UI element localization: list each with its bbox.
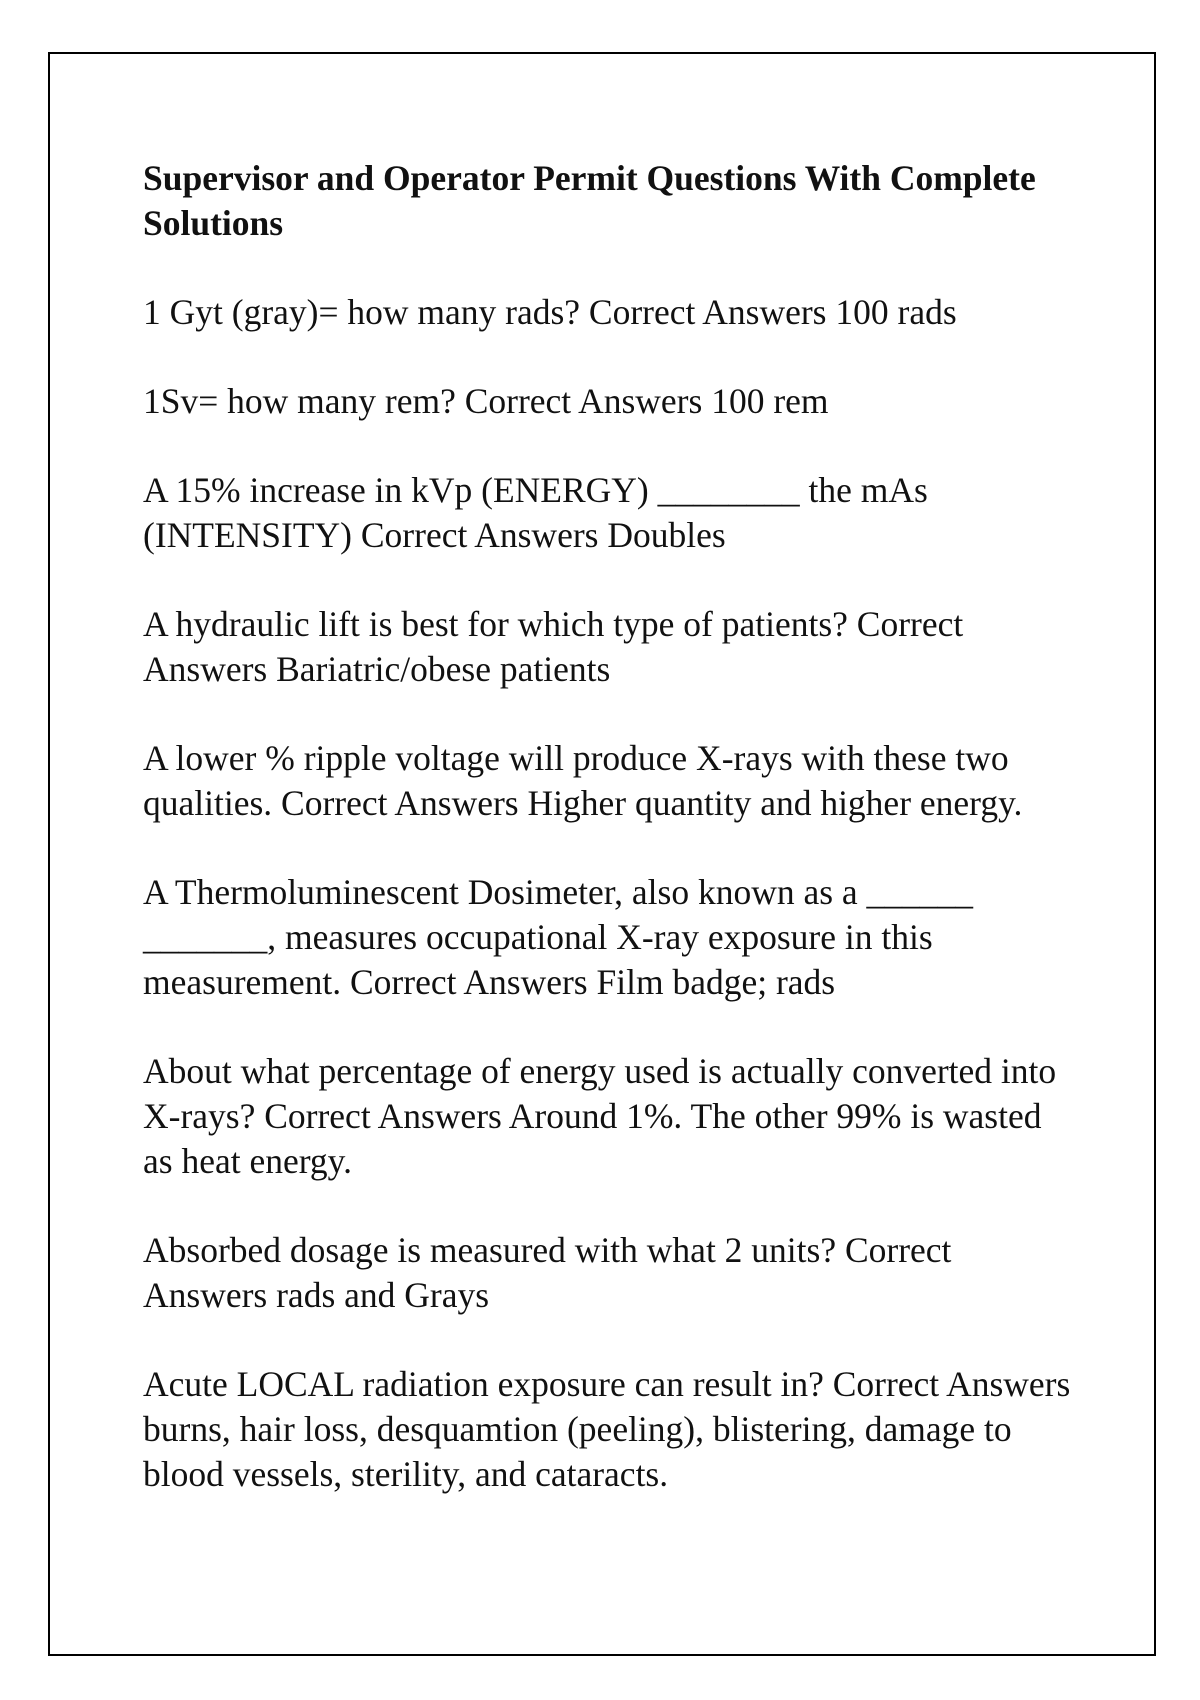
qa-item-2 — [143, 379, 1073, 424]
qa-item-3 — [143, 468, 1073, 558]
answer-text: Bariatric/obese patients — [276, 649, 611, 689]
document-title: Supervisor and Operator Permit Questions With Complete Solutions — [143, 158, 1036, 243]
qa-item-5 — [143, 736, 1073, 826]
answer-text: rads and Grays — [276, 1275, 490, 1315]
qa-item-4 — [143, 602, 1073, 692]
qa-item-8 — [143, 1228, 1073, 1318]
question-text: 1 Gyt (gray)= how many rads? Correct Answers — [143, 292, 827, 332]
question-text: A 15% increase in kVp (ENERGY) ________ the mAs (INTENSITY) Correct Answers — [143, 470, 937, 555]
question-text: 1Sv= how many rem? Correct Answers — [143, 381, 703, 421]
question-text: A lower % ripple voltage will produce X-rays with these two qualities. Correct Answers — [143, 738, 1018, 823]
question-text: Absorbed dosage is measured with what 2 units? Correct Answers — [143, 1230, 959, 1315]
qa-item-6 — [143, 870, 1073, 1005]
qa-item-1 — [143, 290, 1073, 335]
answer-text: Doubles — [607, 515, 726, 555]
document-body — [143, 156, 1073, 1541]
question-text: Acute LOCAL radiation exposure can result in? Correct Answers — [143, 1364, 1071, 1404]
qa-item-9 — [143, 1362, 1073, 1497]
answer-text: 100 rem — [711, 381, 829, 421]
answer-text: 100 rads — [835, 292, 957, 332]
answer-text: Around 1%. The other 99% is wasted as heat energy. — [143, 1096, 1051, 1181]
answer-text: burns, hair loss, desquamtion (peeling), blistering, damage to blood vessels, sterility, and cataracts. — [143, 1409, 1021, 1494]
question-text: About what percentage of energy used is actually converted into X-rays? Correct Answers — [143, 1051, 1066, 1136]
qa-item-7 — [143, 1049, 1073, 1184]
question-text: A Thermoluminescent Dosimeter, also known as a ______ _______, measures occupational X-ray exposure in this measurement. Correct Answers — [143, 872, 982, 1002]
answer-text: Higher quantity and higher energy. — [527, 783, 1023, 823]
answer-text: Film badge; rads — [596, 962, 836, 1002]
question-text: A hydraulic lift is best for which type of patients? Correct Answers — [143, 604, 971, 689]
